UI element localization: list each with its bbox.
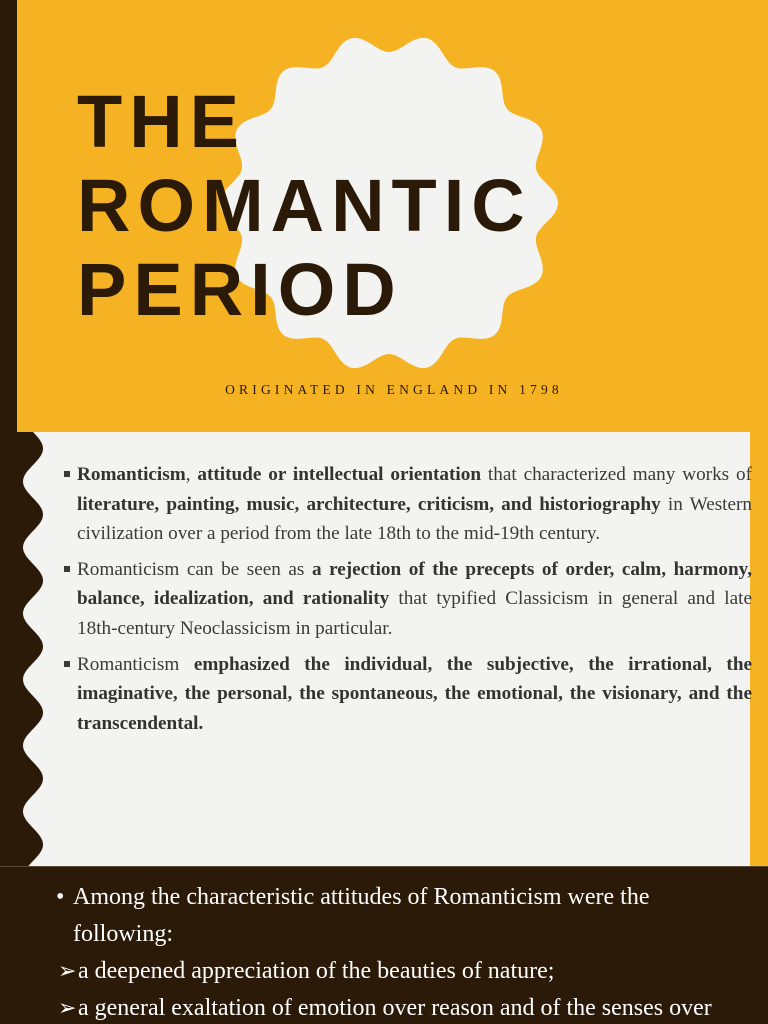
bullet-1-seg-4: that characterized many works of [481,464,753,485]
characteristics-line-1 [56,880,768,917]
characteristics-line-2 [56,917,768,954]
bullet-list [64,460,752,744]
slide-subtitle: ORIGINATED IN ENGLAND IN 1798 [225,382,563,397]
title-slide [0,0,768,432]
bullet-1-seg-2: , [185,464,198,485]
square-bullet-icon [64,566,70,572]
bullet-dot-icon: • [56,884,65,910]
wavy-left-border [0,432,60,866]
line-4-text: a general exaltation of emotion over reason and of the senses over [78,995,712,1021]
arrow-bullet-icon: ➢ [58,958,77,983]
bullet-1-seg-5: literature, painting, music, architecture, criticism, and historiography [77,493,661,515]
bullet-1-seg-3: attitude or intellectual orientation [197,464,482,485]
bullet-item-2 [64,555,752,644]
bullet-3-seg-2: emphasized the individual, the subjective, the irrational, the imaginative, the personal, the spontaneous, the emotional, the visionary, and the transcendental. [77,653,753,734]
title-line-3: PERIOD [77,248,403,331]
bullet-3-seg-1: Romanticism [77,653,194,675]
bullet-1-seg-1: Romanticism [77,464,186,485]
line-2-text: following: [73,921,173,947]
bullet-1-seg-6: in Western civilization over a period from the late 18th to the mid-19th century. [77,493,753,545]
characteristics-line-3 [56,954,768,991]
bullet-2-seg-1: Romanticism can be seen as [77,558,312,580]
line-1-text: Among the characteristic attitudes of Romanticism were the [73,884,650,910]
characteristics-line-4 [56,991,768,1024]
arrow-bullet-icon: ➢ [58,995,77,1020]
square-bullet-icon [64,471,70,477]
bullet-2-seg-3: that typified Classicism in general and late 18th-century Neoclassicism in particular. [77,588,752,639]
characteristics-text [56,880,768,1024]
definition-slide [0,432,768,866]
bullet-item-1 [64,460,752,549]
line-3-text: a deepened appreciation of the beauties of nature; [78,958,555,984]
title-line-2: ROMANTIC [77,164,532,247]
bullet-item-3 [64,650,752,739]
title-line-1: THE [77,80,246,163]
characteristics-slide [0,866,768,1024]
slide-title [77,80,532,332]
square-bullet-icon [64,661,70,667]
bullet-2-seg-2: a rejection of the precepts of order, calm, harmony, balance, idealization, and rationality [77,558,752,610]
